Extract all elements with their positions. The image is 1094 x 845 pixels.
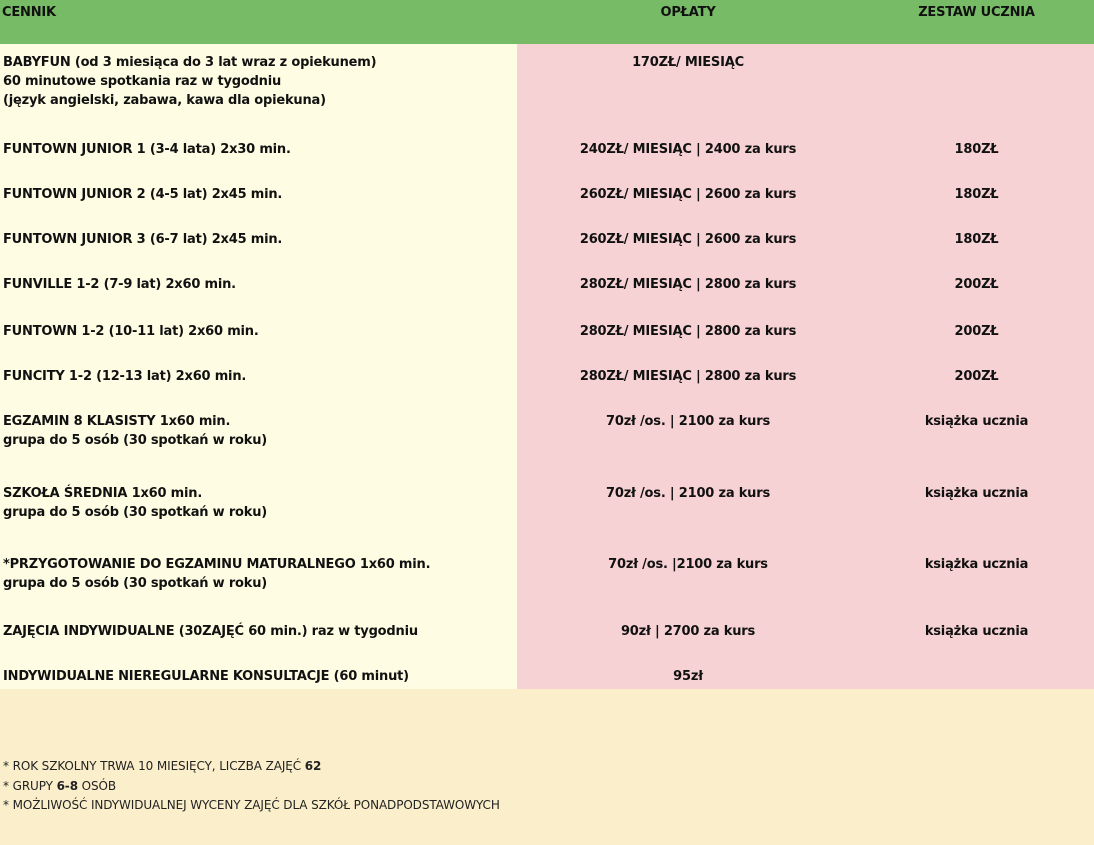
course-name-line: grupa do 5 osób (30 spotkań w roku) <box>3 505 268 520</box>
footnote-bold: 62 <box>304 759 322 773</box>
course-name <box>3 275 515 294</box>
course-name <box>3 367 515 386</box>
course-fee: 70zł /os. | 2100 za kurs <box>606 414 770 429</box>
student-kit: 200ZŁ <box>954 369 999 384</box>
course-name <box>3 555 515 593</box>
course-name <box>3 140 515 159</box>
course-name-line: EGZAMIN 8 KLASISTY 1x60 min. <box>3 414 231 429</box>
course-name-line: FUNTOWN JUNIOR 2 (4-5 lat) 2x45 min. <box>3 187 283 202</box>
footnote-bold: 6-8 <box>56 778 78 793</box>
footnotes <box>3 757 500 816</box>
student-kit: książka ucznia <box>924 557 1029 572</box>
course-name-line: FUNVILLE 1-2 (7-9 lat) 2x60 min. <box>3 277 236 292</box>
footnote <box>3 777 500 797</box>
course-name-line: FUNTOWN JUNIOR 1 (3-4 lata) 2x30 min. <box>3 142 291 157</box>
course-name-line: SZKOŁA ŚREDNIA 1x60 min. <box>3 486 203 501</box>
course-name-line: INDYWIDUALNE NIEREGULARNE KONSULTACJE (60 minut) <box>3 669 409 684</box>
student-kit: 180ZŁ <box>954 187 999 202</box>
course-name-line: *PRZYGOTOWANIE DO EGZAMINU MATURALNEGO 1x60 min. <box>3 557 431 572</box>
course-name-line: FUNTOWN 1-2 (10-11 lat) 2x60 min. <box>3 324 259 339</box>
student-kit: 180ZŁ <box>954 232 999 247</box>
footnote-text: * MOŻLIWOŚĆ INDYWIDUALNEJ WYCENY ZAJĘĆ DLA SZKÓŁ PONADPODSTAWOWYCH <box>3 798 500 812</box>
student-kit: książka ucznia <box>924 414 1029 429</box>
student-kit: książka ucznia <box>924 486 1029 501</box>
header-cennik: CENNIK <box>2 5 56 20</box>
course-fee: 260ZŁ/ MIESIĄC | 2600 za kurs <box>579 187 797 202</box>
course-name <box>3 412 515 450</box>
course-name <box>3 53 515 110</box>
student-kit: 180ZŁ <box>954 142 999 157</box>
footnote <box>3 757 500 777</box>
course-name-line: FUNTOWN JUNIOR 3 (6-7 lat) 2x45 min. <box>3 232 283 247</box>
course-name <box>3 322 515 341</box>
footnote-text: * ROK SZKOLNY TRWA 10 MIESIĘCY, LICZBA ZAJĘĆ <box>3 759 305 773</box>
student-kit: 200ZŁ <box>954 324 999 339</box>
footnote-tail: OSÓB <box>77 778 117 793</box>
course-fee: 70zł /os. |2100 za kurs <box>608 557 768 572</box>
course-name <box>3 622 515 641</box>
header-zestaw-ucznia: ZESTAW UCZNIA <box>918 5 1035 20</box>
course-fee: 280ZŁ/ MIESIĄC | 2800 za kurs <box>579 277 797 292</box>
course-fee: 70zł /os. | 2100 za kurs <box>606 486 770 501</box>
student-kit: 200ZŁ <box>954 277 999 292</box>
footnote-text: * GRUPY <box>3 778 57 793</box>
course-fee: 280ZŁ/ MIESIĄC | 2800 za kurs <box>579 369 797 384</box>
course-name <box>3 667 515 686</box>
course-fee: 280ZŁ/ MIESIĄC | 2800 za kurs <box>579 324 797 339</box>
course-fee: 170ZŁ/ MIESIĄC <box>632 55 744 70</box>
course-name-line: (język angielski, zabawa, kawa dla opiekuna) <box>3 93 326 108</box>
course-name-line: grupa do 5 osób (30 spotkań w roku) <box>3 576 268 591</box>
course-name-line: FUNCITY 1-2 (12-13 lat) 2x60 min. <box>3 369 247 384</box>
course-name <box>3 484 515 522</box>
course-fee: 90zł | 2700 za kurs <box>620 624 756 639</box>
course-name-line: ZAJĘCIA INDYWIDUALNE (30ZAJĘĆ 60 min.) raz w tygodniu <box>3 624 418 639</box>
footnote <box>3 796 500 816</box>
course-name <box>3 230 515 249</box>
student-kit: książka ucznia <box>924 624 1029 639</box>
course-name-line: grupa do 5 osób (30 spotkań w roku) <box>3 433 268 448</box>
course-fee: 260ZŁ/ MIESIĄC | 2600 za kurs <box>579 232 797 247</box>
course-name <box>3 185 515 204</box>
course-fee: 95zł <box>673 669 703 684</box>
header-oplaty: OPŁATY <box>660 5 716 20</box>
course-fee: 240ZŁ/ MIESIĄC | 2400 za kurs <box>579 142 797 157</box>
price-table-header <box>0 0 1094 44</box>
course-name-line: 60 minutowe spotkania raz w tygodniu <box>3 74 282 89</box>
course-name-line: BABYFUN (od 3 miesiąca do 3 lat wraz z opiekunem) <box>3 55 377 70</box>
